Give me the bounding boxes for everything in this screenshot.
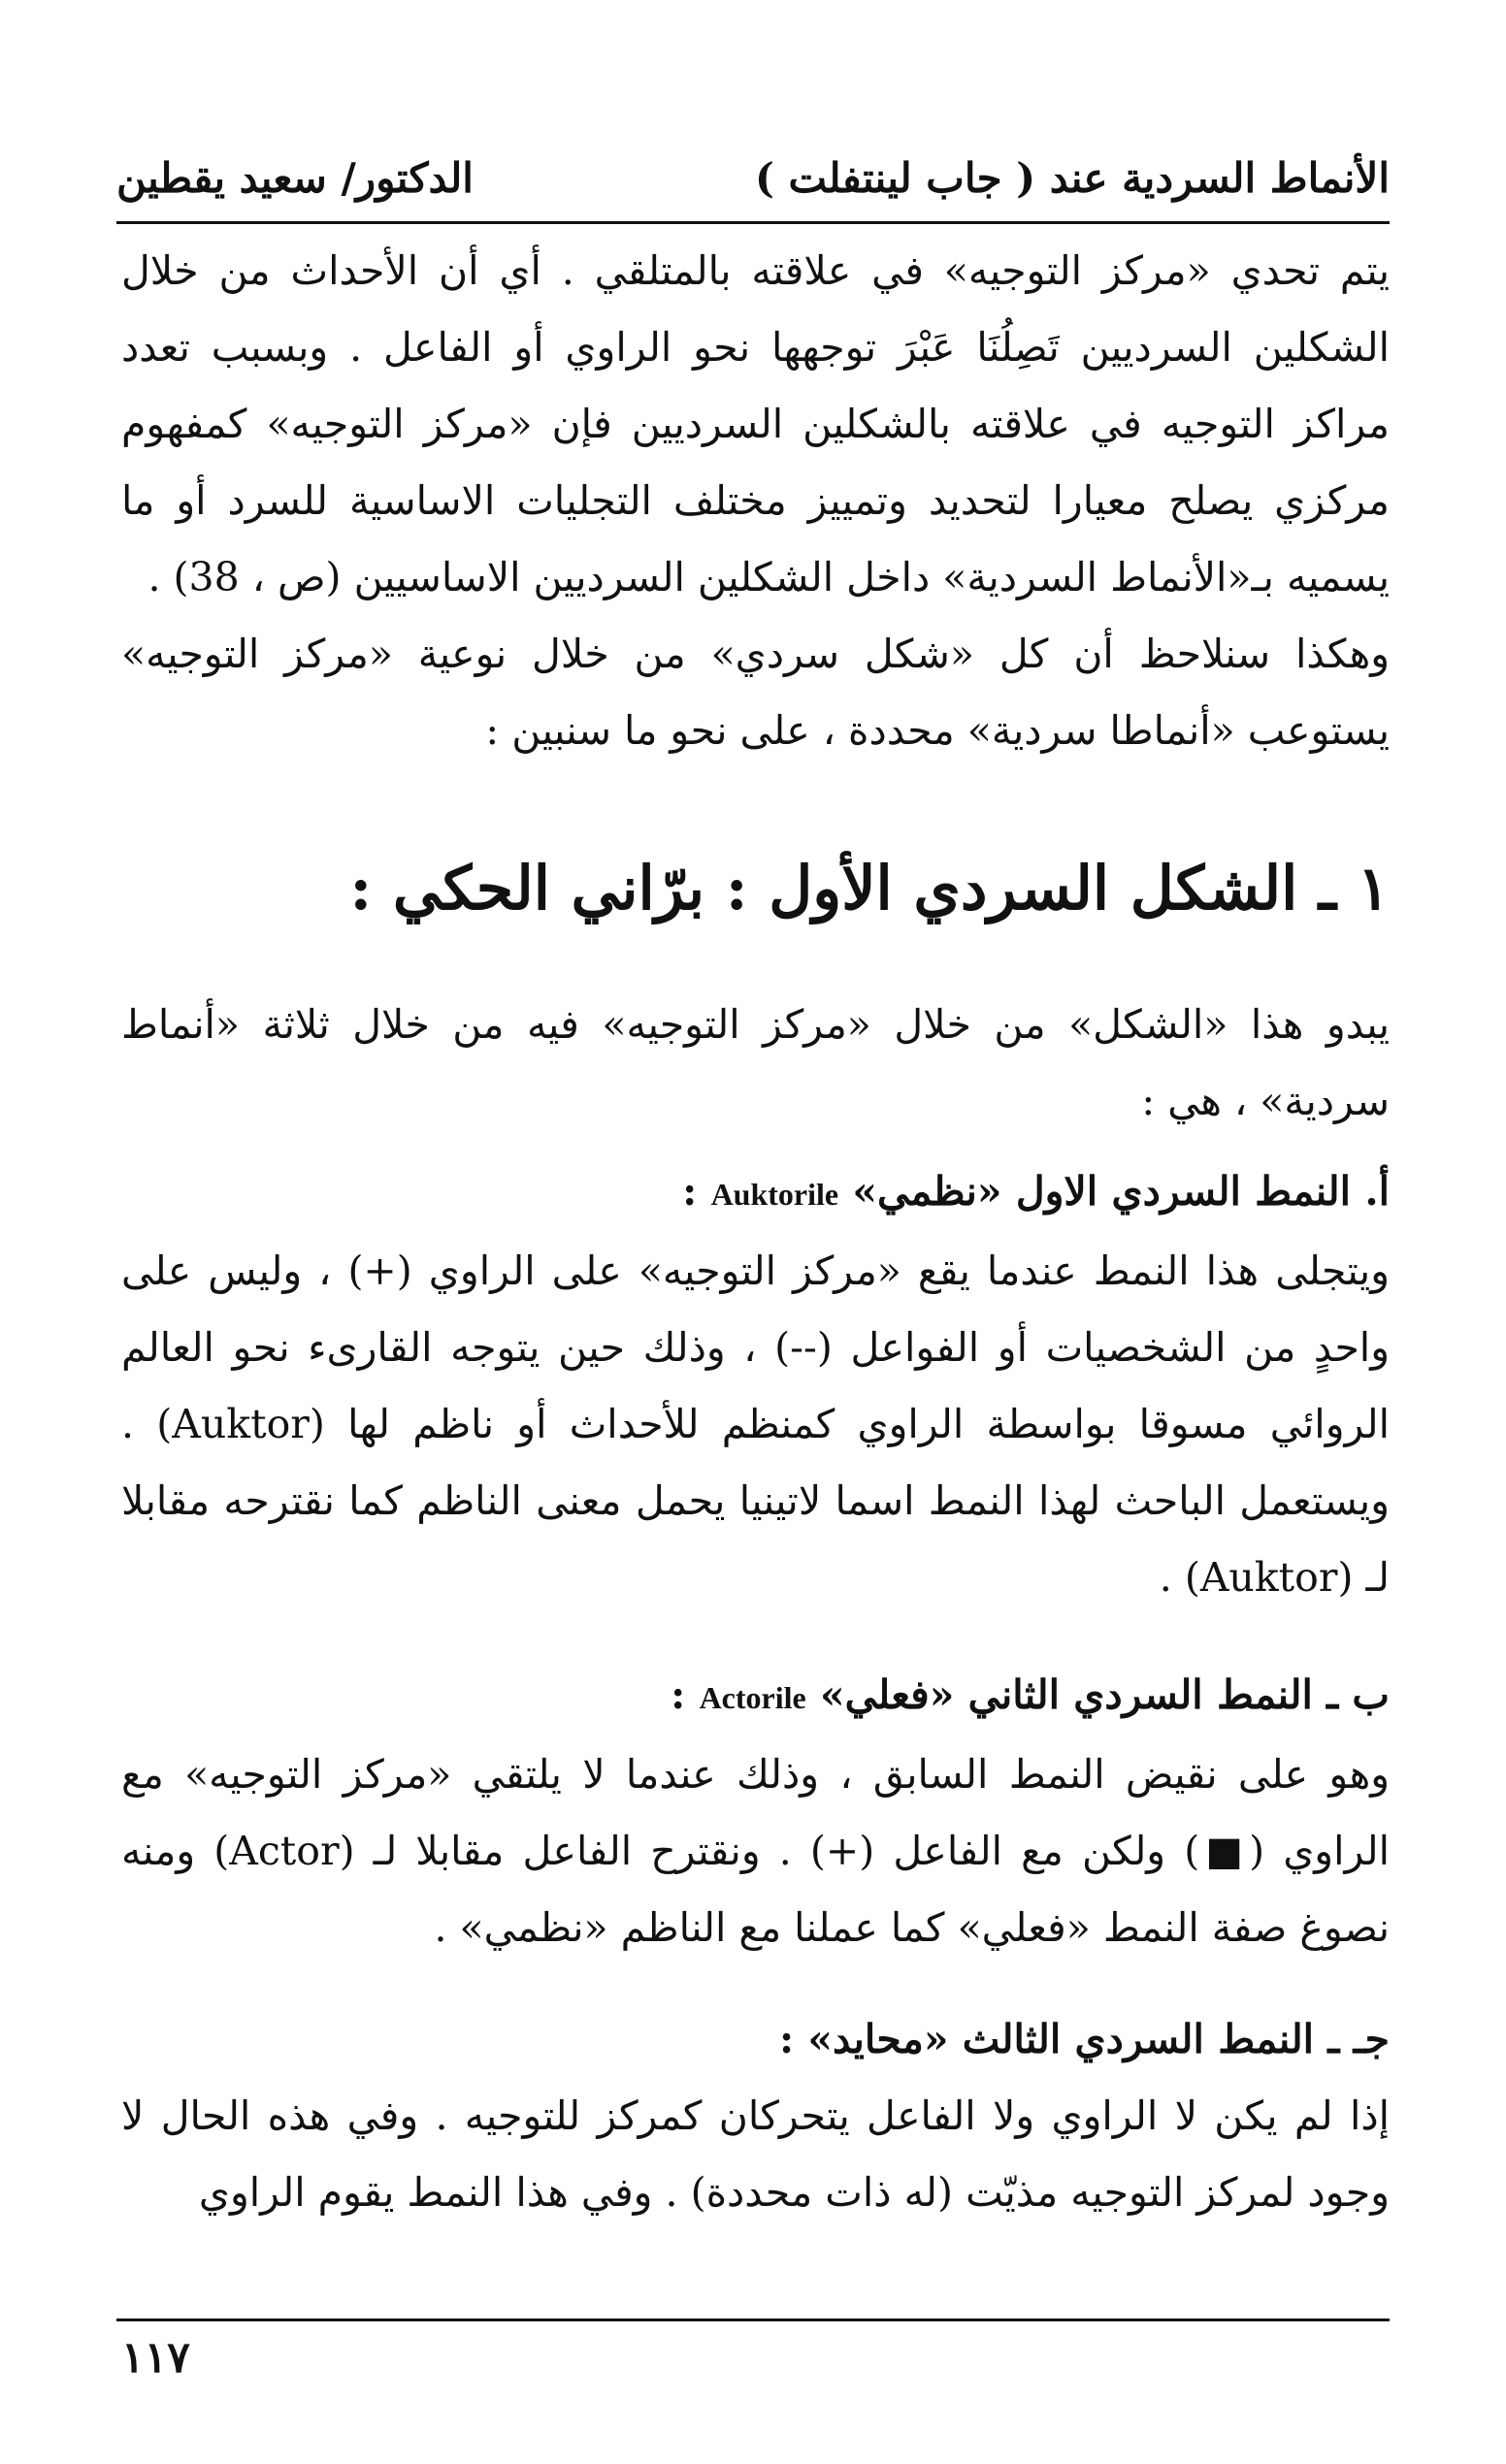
author-name: الدكتور/ سعيد يقطين — [116, 153, 474, 202]
section-title: ١ ـ الشكل السردي الأول : برّاني الحكي : — [349, 853, 1390, 924]
subsection-heading-ar: ب ـ النمط السردي الثاني «فعلي» — [820, 1671, 1390, 1718]
intro-paragraph: وهكذا سنلاحظ أن كل «شكل سردي» من خلال نوعية «مركز التوجيه» يستوعب «أنماطا سردية» محددة ، على نحو ما سنبين : — [121, 631, 1390, 754]
intro-paragraph: يتم تحدي «مركز التوجيه» في علاقته بالمتلقي . أي أن الأحداث من خلال الشكلين السرديين تَصِلُنَا عَبْرَ توجهها نحو الراوي أو الفاعل . وبسبب تعدد مراكز التوجيه في علاقته بالشكلين السرديين فإن «مركز التوجيه» كمفهوم مركزي يصلح معيارا لتحديد وتمييز مختلف التجليات الاساسية للسرد أو ما يسميه بـ«الأنماط السردية» داخل الشكلين السرديين الاساسيين (ص ، 38) . — [121, 247, 1390, 600]
section-intro: يبدو هذا «الشكل» من خلال «مركز التوجيه» فيه من خلال ثلاثة «أنماط سردية» ، هي : — [121, 1001, 1390, 1124]
subsection-heading: أ. النمط السردي الاول «نظمي» Auktorile : — [682, 1168, 1390, 1215]
subsection-heading-ar: جـ ـ النمط السردي الثالث «محايد» : — [778, 2016, 1390, 2062]
subsection-body: ويتجلى هذا النمط عندما يقع «مركز التوجيه» على الراوي (+) ، وليس على واحدٍ من الشخصيات أو الفواعل (--) ، وذلك حين يتوجه القارىء نحو العالم الروائي مسوقا بواسطة الراوي كمنظم للأحداث أو ناظم لها (Auktor) . ويستعمل الباحث لهذا النمط اسما لاتينيا يحمل معنى الناظم كما نقترحه مقابلا لـ (Auktor) . — [121, 1248, 1390, 1601]
subsection-heading-latin: Auktorile — [710, 1177, 839, 1212]
page-body — [121, 233, 1390, 2231]
subsection-heading — [121, 2001, 1390, 2078]
subsection-body: وهو على نقيض النمط السابق ، وذلك عندما لا يلتقي «مركز التوجيه» مع الراوي (■) ولكن مع الفاعل (+) . ونقترح الفاعل مقابلا لـ (Actor) ومنه نصوغ صفة النمط «فعلي» كما عملنا مع الناظم «نظمي» . — [121, 1751, 1390, 1951]
running-header — [116, 144, 1390, 211]
book-title: الأنماط السردية عند ( جاب لينتفلت ) — [754, 153, 1390, 202]
footer-rule — [116, 2318, 1390, 2321]
header-rule — [116, 221, 1390, 224]
subsection-body: إذا لم يكن لا الراوي ولا الفاعل يتحركان كمركز للتوجيه . وفي هذه الحال لا وجود لمركز التوجيه مذيّت (له ذات محددة) . وفي هذا النمط يقوم الراوي — [121, 2092, 1390, 2216]
subsection-heading: ب ـ النمط السردي الثاني «فعلي» Actorile : — [671, 1671, 1390, 1718]
subsection-heading-ar: أ. النمط السردي الاول «نظمي» — [852, 1168, 1390, 1215]
subsection-heading-latin: Actorile — [699, 1680, 806, 1715]
page-number: ١١٧ — [121, 2333, 190, 2383]
